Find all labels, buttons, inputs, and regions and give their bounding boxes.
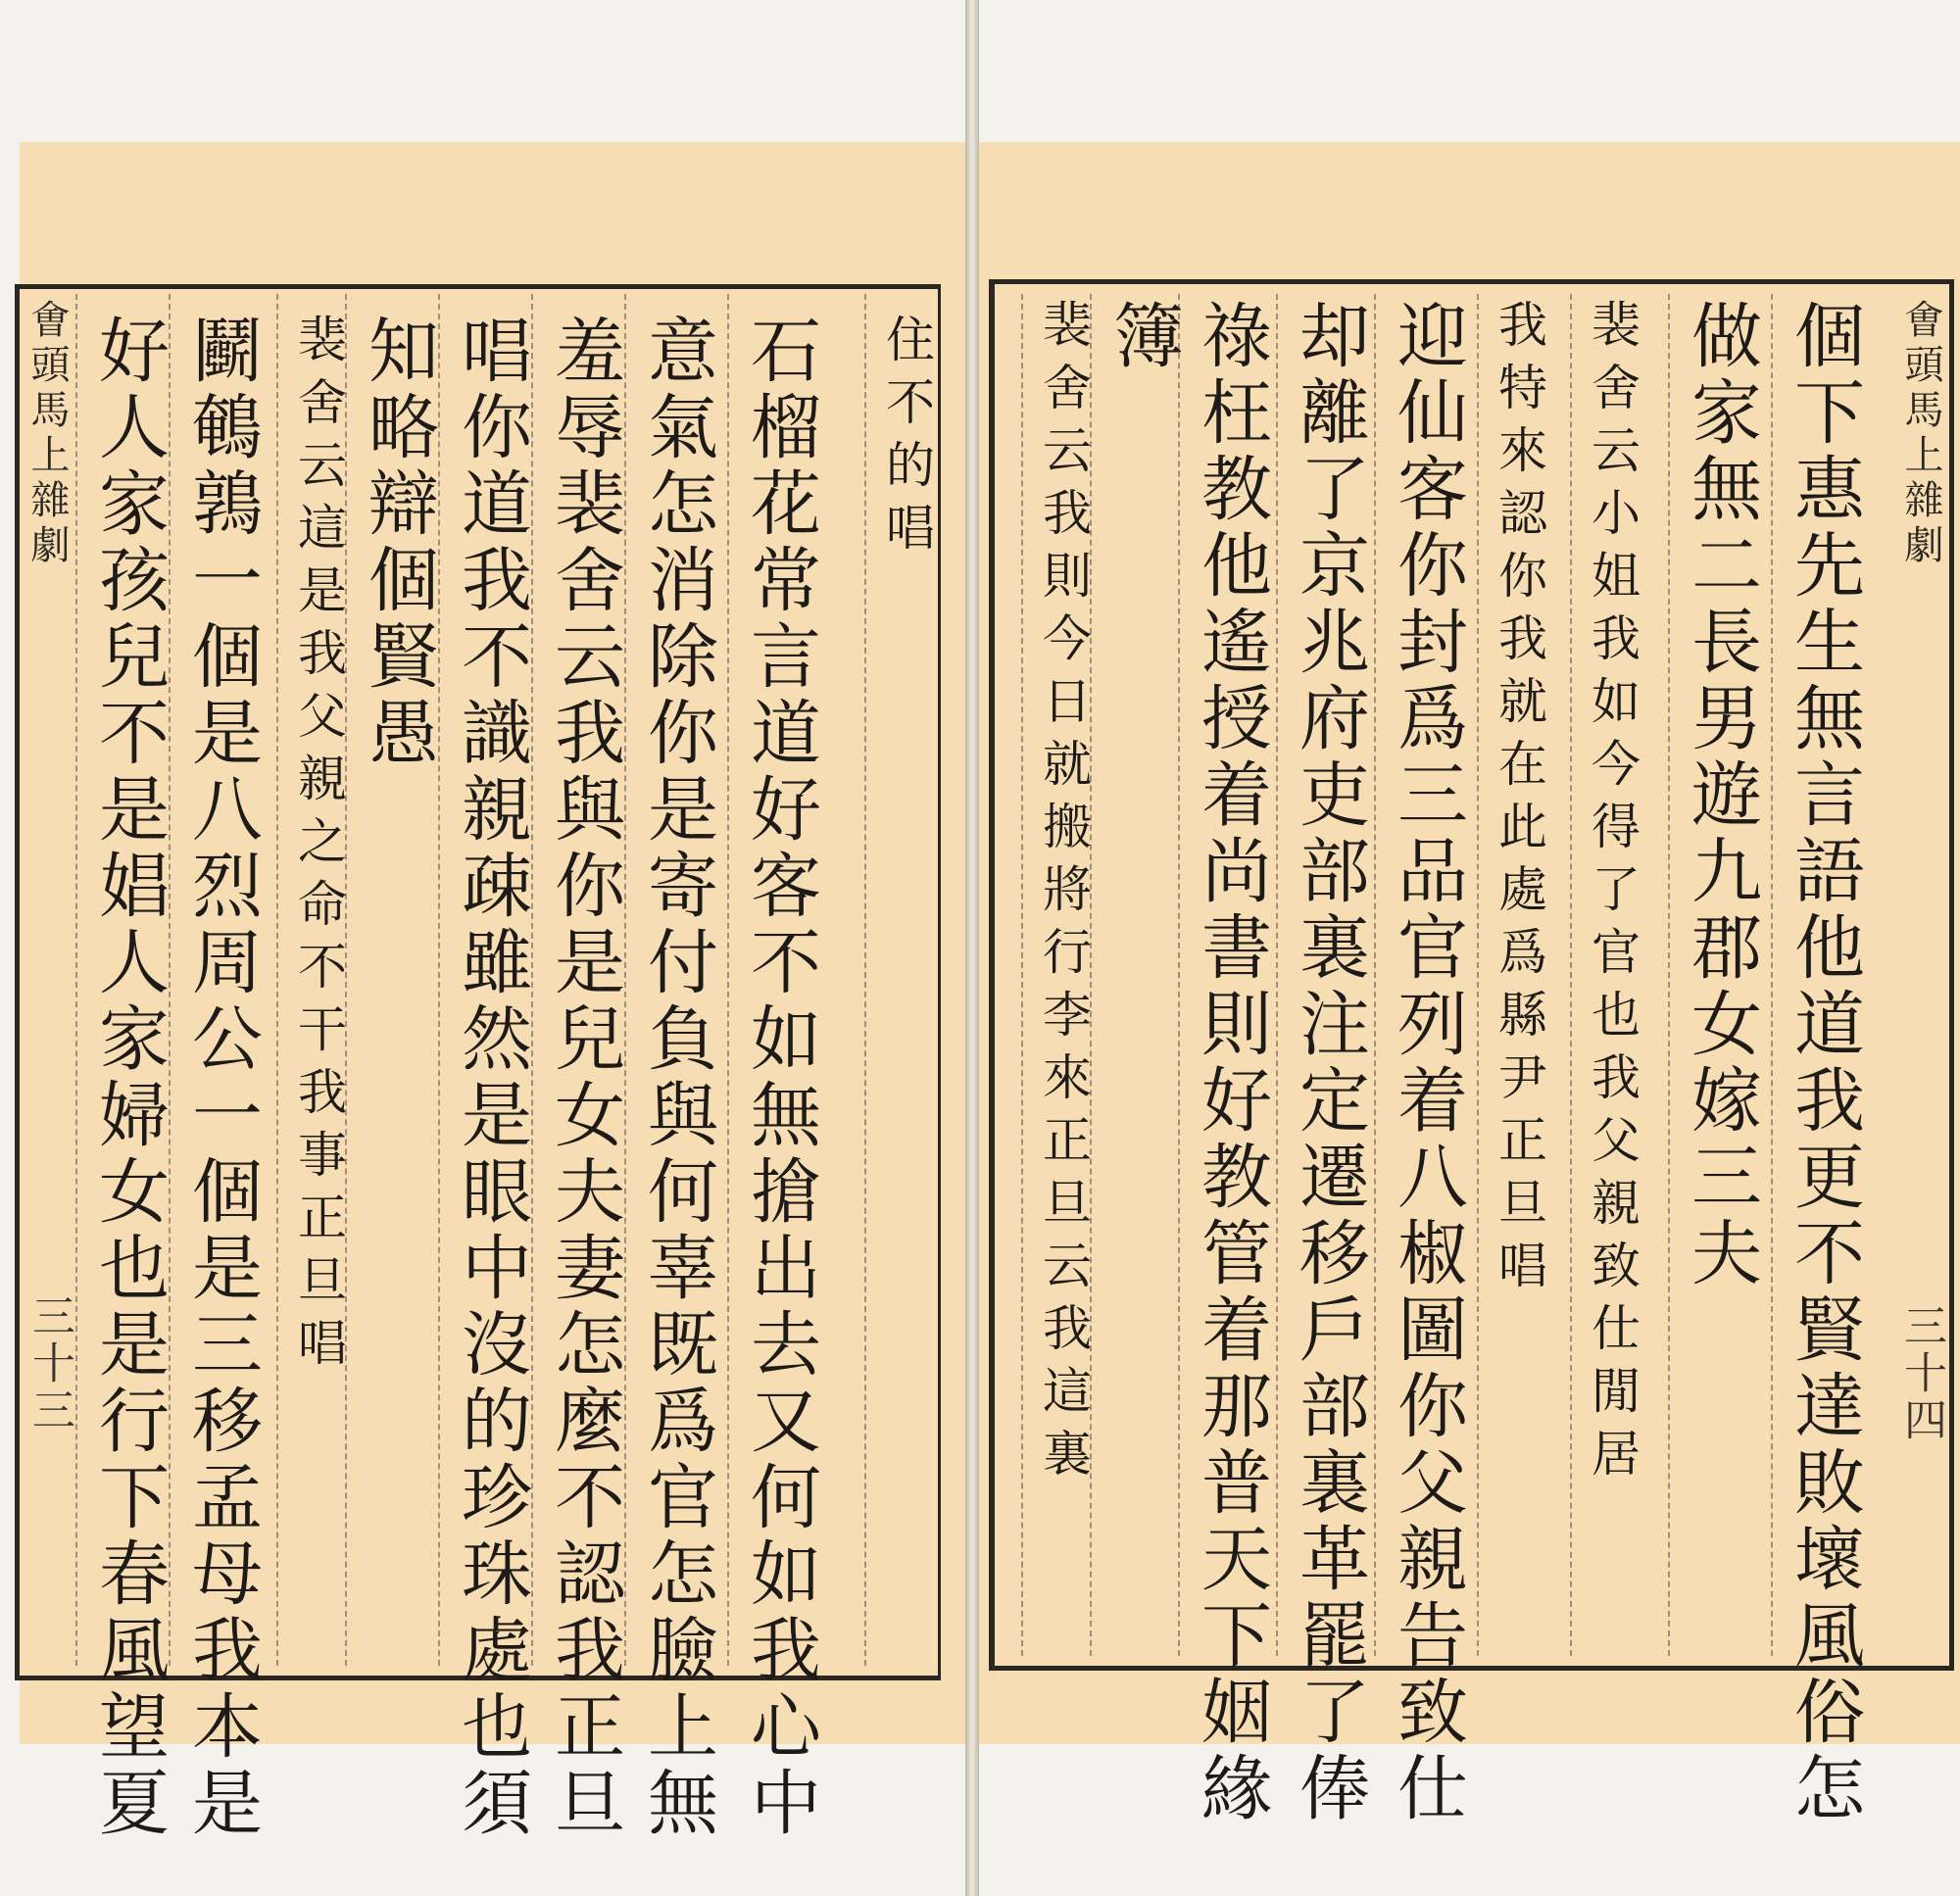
column-rule [864, 294, 866, 1666]
right-page-column-7: 祿枉教他遙授着尚書則好教管着那普天下姻緣 [1190, 299, 1272, 1827]
left-page-number: 三十三 [24, 1293, 74, 1434]
right-page-column-4: 我特來認你我就在此處爲縣尹正旦唱 [1491, 299, 1547, 1302]
right-page-column-5: 迎仙客你封爲三品官列着八椒圖你父親告致仕 [1386, 299, 1468, 1827]
column-rule [276, 294, 278, 1666]
right-page-column-6: 却離了京兆府吏部裏注定遷移戶部裏革罷了俸 [1288, 299, 1370, 1827]
right-page-column-9: 裴舍云我則今日就搬將行李來正旦云我這裏 [1035, 299, 1092, 1490]
book-gutter [965, 0, 979, 1896]
left-page-column-8: 鬬鵪鶉一個是八烈周公一個是三移孟母我本是 [180, 314, 263, 1842]
right-page-column-2: 做家無二長男遊九郡女嫁三夫 [1680, 299, 1762, 1292]
column-rule [727, 294, 729, 1666]
column-rule [1668, 294, 1670, 1656]
left-page-column-2: 石榴花常言道好客不如無搶出去又何如我心中 [739, 314, 821, 1842]
right-page-column-3: 裴舍云小姐我如今得了官也我父親致仕閒居 [1584, 299, 1641, 1490]
column-rule [1771, 294, 1773, 1656]
left-page-column-6: 知略辯個賢愚 [357, 314, 439, 772]
left-page-column-4: 羞辱裴舍云我與你是兒女夫妻怎麼不認我正旦 [543, 314, 625, 1842]
column-rule [1276, 294, 1278, 1656]
column-rule [1178, 294, 1180, 1656]
left-page-column-7: 裴舍云這是我父親之命不干我事正旦唱 [290, 314, 347, 1380]
right-page-column-1: 個下惠先生無言語他道我更不賢達敗壞風俗怎 [1783, 299, 1865, 1827]
column-rule [75, 294, 77, 1666]
column-rule [1374, 294, 1376, 1656]
right-margin-title: 㑹頭馬上雜劇 [1898, 299, 1943, 569]
left-page-column-5: 唱你道我不識親疎雖然是眼中沒的珍珠處也須 [450, 314, 532, 1842]
left-page-column-3: 意氣怎消除你是寄付負與何辜既爲官怎臉上無 [636, 314, 718, 1842]
column-rule [1570, 294, 1572, 1656]
left-page-column-1: 住不的唱 [878, 314, 935, 564]
right-page-number: 三十四 [1896, 1303, 1946, 1444]
column-rule [1477, 294, 1479, 1656]
left-margin-title: 㑹頭馬上雜劇 [24, 299, 70, 569]
right-page-column-8: 簿 [1102, 299, 1184, 375]
column-rule [1021, 294, 1023, 1656]
left-page-column-9: 好人家孩兒不是娼人家婦女也是行下春風望夏 [87, 314, 170, 1842]
